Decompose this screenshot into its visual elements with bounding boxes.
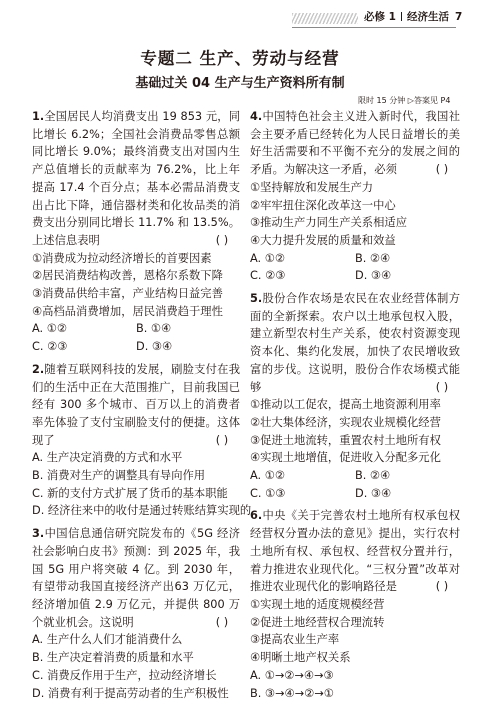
question-6-stem (250, 507, 460, 596)
statement-1: ①实现土地的适度规模经营 (250, 596, 460, 614)
question-text: 随着互联网科技的发展，刷脸支付在我们的生活中正在大范围推广，目前我国已经有 300 多个城市、百万以上的消费者率先体验了支付宝刷脸支付的便捷。这体现了 (32, 363, 240, 447)
question-4-stem (250, 108, 460, 179)
header-rule (292, 27, 456, 28)
choice-row (250, 467, 460, 485)
choice-c: C. ②③ (32, 338, 136, 356)
question-text: 中央《关于完善农村土地所有权承包权经营权分置办法的意见》提出，实行农村土地所有权、承包权、经营权分置并行，着力推进农业现代化。“三权分置”改革对推进农业现代化的影响路径是 (250, 509, 460, 593)
left-column (32, 108, 240, 702)
question-3-stem (32, 525, 240, 631)
choice-b: B. ②④ (355, 250, 460, 268)
statement-4: ④高档品消费增加，居民消费趋于理性 (32, 303, 240, 321)
statement-2: ②壮大集体经济，实现农业规模化经营 (250, 414, 460, 432)
question-text: 全国居民人均消费支出 19 853 元，同比增长 6.2%；全国社会消费品零售总额同比增长 9.0%；最终消费支出对国内生产总值增长的贡献率为 76.2%，比上年提高 17.4 个百分点；基本必需品消费支出占比下降，通信器材类和化妆品类的消费支出分别同比增长 11.7% 和 13.5%。上述信息表明 (32, 110, 240, 247)
choice-row (32, 338, 240, 356)
answer-bracket: ( ) (424, 578, 460, 596)
choice-b: B. 消费对生产的调整具有导向作用 (32, 467, 240, 485)
choice-a: A. ①② (32, 320, 136, 338)
choice-c: C. ②③ (250, 267, 355, 285)
choice-a: A. ①② (250, 467, 355, 485)
statement-4: ④大力提升发展的质量和效益 (250, 232, 460, 250)
right-column (250, 108, 460, 702)
question-number: 4. (250, 110, 262, 123)
statement-2: ②牢牢扭住深化改革这一中心 (250, 197, 460, 215)
answer-bracket: ( ) (204, 432, 240, 450)
page-number: 7 (455, 11, 462, 23)
choice-c: C. 消费反作用于生产，拉动经济增长 (32, 667, 240, 685)
question-text: 中国信息通信研究院发布的《5G 经济社会影响白皮书》预测：到 2025 年，我国 5G 用户将突破 4 亿。到 2030 年，有望带动我国直接经济产出63 万亿元，经济增加值 2.9 万亿元，并提供 800 万个就业机会。这说明 (32, 527, 240, 629)
running-header (364, 9, 462, 24)
statement-3: ③消费品供给丰富，产业结构日益完善 (32, 285, 240, 303)
question-number: 5. (250, 292, 262, 305)
question-number: 1. (32, 110, 44, 123)
choice-d: D. 经济往来中的收付是通过转账结算实现的 (32, 502, 240, 520)
choice-row (250, 250, 460, 268)
choice-a: A. 生产决定消费的方式和水平 (32, 449, 240, 467)
page-subtitle: 基础过关 04 生产与生产资料所有制 (0, 72, 480, 91)
header-separator (401, 12, 402, 21)
statement-1: ①推动以工促农，提高土地资源利用率 (250, 396, 460, 414)
statement-4: ④明晰土地产权关系 (250, 649, 460, 667)
statement-1: ①消费成为拉动经济增长的首要因素 (32, 250, 240, 268)
choice-row (32, 320, 240, 338)
statement-3: ③推动生产力同生产关系相适应 (250, 214, 460, 232)
answer-bracket: ( ) (204, 232, 240, 250)
question-number: 2. (32, 363, 44, 376)
choice-a: A. ①② (250, 250, 355, 268)
choice-b: B. ③→④→②→① (250, 685, 460, 702)
choice-row (250, 485, 460, 503)
choice-d: D. ③④ (136, 338, 240, 356)
choice-b: B. 生产决定着消费的质量和水平 (32, 649, 240, 667)
statement-3: ③促进土地流转，重置农村土地所有权 (250, 432, 460, 450)
choice-c: C. 新的支付方式扩展了货币的基本职能 (32, 485, 240, 503)
choice-c: C. ①③ (250, 485, 355, 503)
choice-d: D. ③④ (355, 267, 460, 285)
choice-b: B. ②④ (355, 467, 460, 485)
question-1-stem (32, 108, 240, 250)
statement-2: ②居民消费结构改善，恩格尔系数下降 (32, 267, 240, 285)
statement-4: ④实现土地增值，促进收入分配多元化 (250, 449, 460, 467)
choice-row (250, 267, 460, 285)
choice-a: A. ①→②→④→③ (250, 667, 460, 685)
page-title: 专题二 生产、劳动与经营 (0, 45, 480, 69)
question-number: 6. (250, 509, 262, 522)
time-limit-note: 限时 15 分钟 ▷答案见 P4 (358, 95, 450, 106)
statement-2: ②促进土地经营权合理流转 (250, 614, 460, 632)
answer-bracket: ( ) (424, 161, 460, 179)
question-number: 3. (32, 527, 44, 540)
choice-b: B. ①④ (136, 320, 240, 338)
header-section: 经济生活 (407, 11, 449, 23)
answer-bracket: ( ) (204, 614, 240, 632)
question-text: 中国特色社会主义进入新时代，我国社会主要矛盾已经转化为人民日益增长的美好生活需要和不平衡不充分的发展之间的矛盾。为解决这一矛盾，必须 (250, 110, 460, 176)
question-2-stem (32, 361, 240, 450)
header-hatch-decoration (292, 13, 358, 24)
choice-a: A. 生产什么人们才能消费什么 (32, 631, 240, 649)
choice-d: D. ③④ (355, 485, 460, 503)
statement-1: ①坚持解放和发展生产力 (250, 179, 460, 197)
question-text: 股份合作农场是农民在农业经营体制方面的全新探索。农户以土地承包权入股，建立新型农村生产关系，使农村资源变现资本化、集约化发展，加快了农民增收致富的步伐。这说明，股份合作农场模式能够 (250, 292, 460, 394)
question-5-stem (250, 290, 460, 396)
statement-3: ③提高农业生产率 (250, 631, 460, 649)
header-book: 必修 1 (364, 11, 396, 23)
answer-bracket: ( ) (424, 379, 460, 397)
choice-d: D. 消费有利于提高劳动者的生产积极性 (32, 685, 240, 702)
